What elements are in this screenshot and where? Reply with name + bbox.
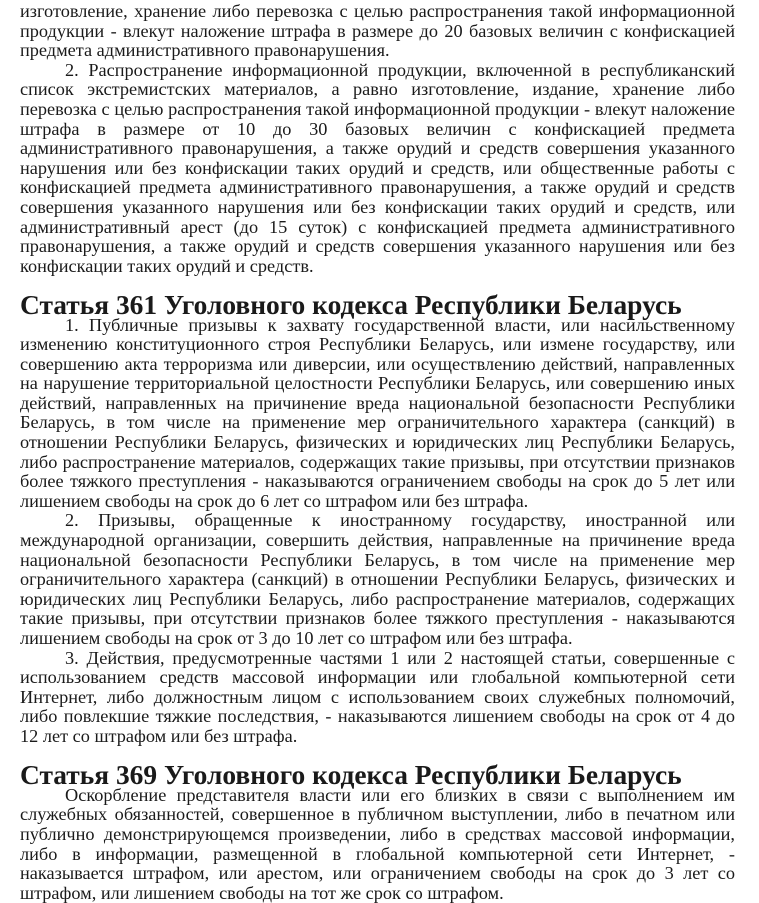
paragraph-article-369: Оскорбление представителя власти или его близких в связи с выполнением им служебных обязанностей, совершенное в публичном выступлении, либо в печатном или публично демонстрирующемся произведении, либо в средствах массовой информации, либо в информации, размещенной в глобальной компьютерной сети Интернет, - наказывается штрафом, или арестом, или ограничением свободы на срок до 3 лет со штрафом, или лишением свободы на тот же срок со штрафом. [20, 784, 735, 903]
paragraph-article-361-part1: 1. Публичные призывы к захвату государственной власти, или насильственному изменению конституционного строя Республики Беларусь, или измене государству, или совершению акта терроризма или диверсии, или осуществлению действий, направленных на нарушение территориальной целостности Республики Беларусь, или совершению иных действий, направленных на причинение вреда национальной безопасности Республики Беларусь, в том числе на применение мер ограничительного характера (санкций) в отношении Республики Беларусь, физических и юридических лиц Республики Беларусь, либо распространение материалов, содержащих такие призывы, при отсутствии признаков более тяжкого преступления - наказываются ограничением свободы на срок до 5 лет или лишением свободы на срок до 6 лет со штрафом или без штрафа. [20, 314, 735, 511]
paragraph-article-361-part3: 3. Действия, предусмотренные частями 1 или 2 настоящей статьи, совершенные с использованием средств массовой информации или глобальной компьютерной сети Интернет, либо должностным лицом с использованием своих служебных полномочий, либо повлекшие тяжкие последствия, - наказываются лишением свободы на срок от 4 до 12 лет со штрафом или без штрафа. [20, 647, 735, 746]
paragraph-article-361-part2: 2. Призывы, обращенные к иностранному государству, иностранной или международной организации, совершить действия, направленные на причинение вреда национальной безопасности Республики Беларусь, в том числе на применение мер ограничительного характера (санкций) в отношении Республики Беларусь, физических и юридических лиц Республики Беларусь, либо распространение материалов, содержащих такие призывы, при отсутствии признаков более тяжкого преступления - наказываются лишением свободы на срок от 3 до 10 лет со штрафом или без штрафа. [20, 510, 735, 648]
heading-article-369: Статья 369 Уголовного кодекса Республики Беларусь [20, 760, 682, 791]
heading-article-361: Статья 361 Уголовного кодекса Республики Беларусь [20, 289, 682, 320]
paragraph-koap-part2: 2. Распространение информационной продукции, включенной в республиканский список экстремистских материалов, а равно изготовление, издание, хранение либо перевозка с целью распространения такой информационной продукции - влекут наложение штрафа в размере от 10 до 30 базовых величин с конфискацией предмета административного правонарушения, а также орудий и средств совершения указанного нарушения или без конфискации таких орудий и средств, или общественные работы с конфискацией предмета административного правонарушения, а также орудий и средств совершения указанного нарушения или без конфискации таких орудий и средств, или административный арест (до 15 суток) с конфискацией предмета административного правонарушения, а также орудий и средств совершения указанного нарушения или без конфискации таких орудий и средств. [20, 59, 735, 276]
paragraph-koap-part1-tail: изготовление, хранение либо перевозка с целью распространения такой информационной продукции - влекут наложение штрафа в размере до 20 базовых величин с конфискацией предмета административного правонарушения. [20, 1, 735, 61]
